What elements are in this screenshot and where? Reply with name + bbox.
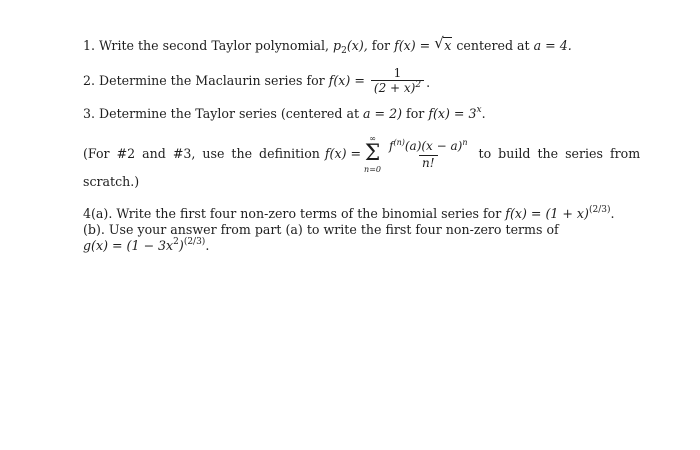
question-4a-label: 4(a).	[83, 206, 113, 221]
question-4b	[83, 222, 559, 238]
question-4b-function	[83, 238, 209, 256]
summation-lower-limit: n=0	[364, 165, 381, 174]
question-2-end: .	[426, 75, 431, 90]
derivative-order: (n)	[393, 137, 405, 147]
question-3-end: .	[481, 106, 486, 121]
question-4a-end: .	[610, 206, 615, 221]
question-4a-text: Write the first four non-zero terms of the binomial series for	[116, 206, 502, 221]
note-text-continued: to build the series from	[478, 146, 641, 161]
polynomial-argument: (x),	[346, 38, 368, 53]
numerator-rest: (a)(x − a)	[404, 138, 463, 153]
note-line-2	[83, 174, 139, 190]
question-1-for: for	[371, 38, 391, 53]
question-4b-text: Use your answer from part (a) to write the first four non-zero terms of	[108, 222, 559, 237]
question-4b-end: .	[205, 238, 210, 253]
question-2-text: Determine the Maclaurin series for	[99, 73, 325, 88]
g-inner-exponent: 2	[173, 237, 179, 247]
note-text: (For #2 and #3, use the definition	[83, 146, 320, 161]
polynomial-symbol: p	[333, 38, 342, 53]
question-1-text: Write the second Taylor polynomial,	[99, 38, 330, 53]
question-2-number: 2.	[83, 73, 96, 88]
radical-sign-icon: √	[434, 34, 444, 52]
denominator-exponent: 2	[415, 80, 422, 90]
question-1-center: a = 4.	[533, 38, 572, 53]
summation	[364, 134, 381, 174]
numerator-function: f	[389, 138, 394, 153]
question-1-number: 1.	[83, 38, 96, 53]
function-definition: f(x) = 3	[428, 106, 477, 121]
g-close-paren: )	[178, 238, 184, 253]
question-1	[83, 34, 572, 56]
g-function: g(x) = (1 − 3x	[83, 238, 174, 253]
question-1-centered: centered at	[456, 38, 530, 53]
fraction-denominator	[371, 80, 424, 97]
question-2	[83, 66, 430, 97]
taylor-term-denominator: n!	[419, 155, 438, 170]
polynomial-subscript: 2	[341, 46, 347, 56]
denominator-base: (2 + x)	[373, 81, 416, 95]
fraction-numerator: 1	[393, 66, 402, 80]
function-definition: f(x) =	[394, 38, 431, 53]
g-exponent: (2/3)	[183, 237, 206, 247]
question-3-number: 3.	[83, 106, 96, 121]
function-exponent: x	[476, 105, 482, 115]
note-function: f(x) =	[324, 146, 362, 161]
summation-upper-limit: ∞	[369, 134, 376, 143]
square-root	[434, 34, 452, 54]
definition-note	[83, 134, 641, 174]
question-3-for: for	[406, 106, 425, 121]
square-root-argument: x	[444, 38, 452, 53]
numerator-exponent: n	[462, 137, 468, 147]
binomial-exponent: (2/3)	[588, 205, 611, 215]
taylor-term-fraction	[386, 139, 471, 170]
question-3-text: Determine the Taylor series (centered at	[99, 106, 360, 121]
fraction	[371, 66, 424, 97]
question-3	[83, 106, 486, 124]
function-definition: f(x) =	[328, 73, 365, 88]
taylor-term-numerator	[386, 139, 471, 155]
question-3-center: a = 2)	[363, 106, 403, 121]
sigma-icon: Σ	[364, 141, 381, 166]
question-4b-label: (b).	[83, 222, 105, 237]
binomial-function: f(x) = (1 + x)	[505, 206, 589, 221]
note-text-end: scratch.)	[83, 174, 140, 189]
